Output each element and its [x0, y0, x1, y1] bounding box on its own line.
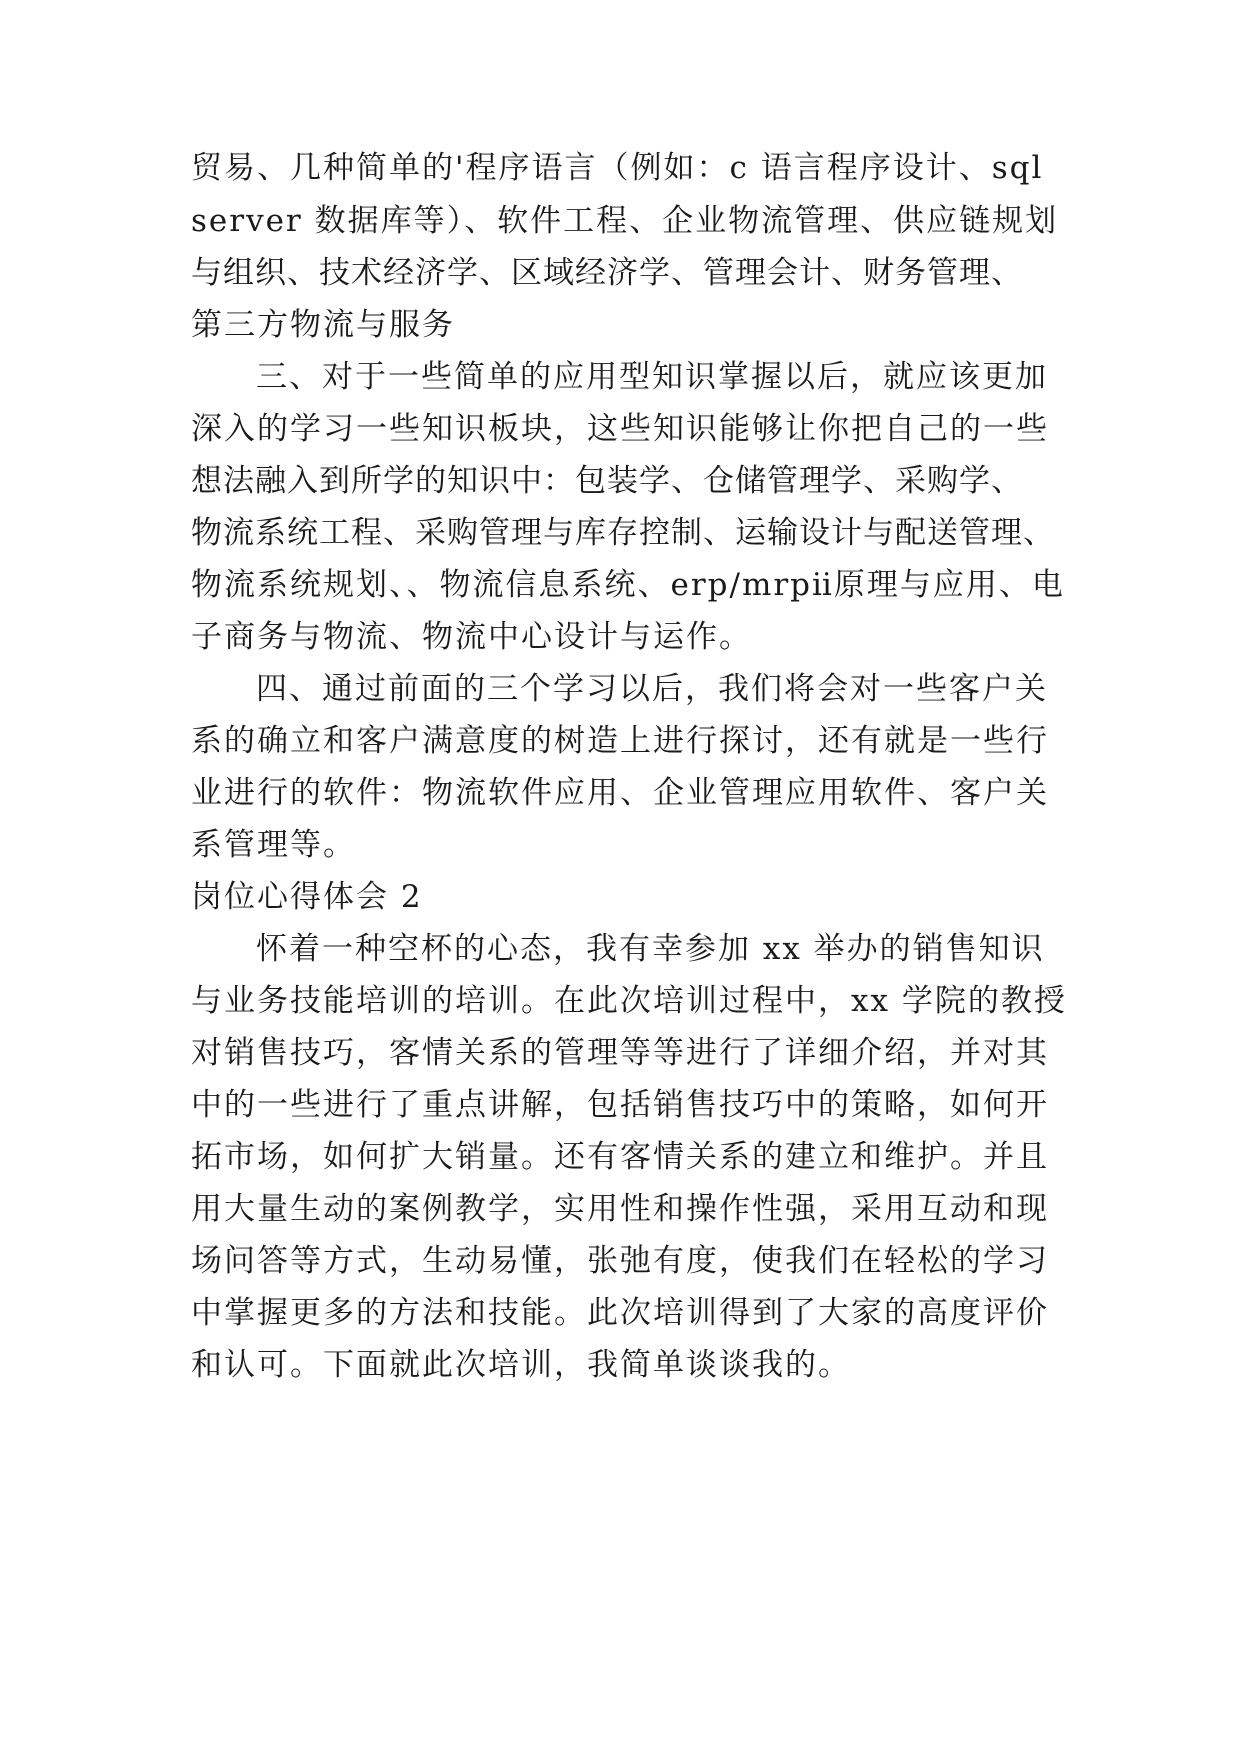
text-line: 第三方物流与服务 — [191, 307, 455, 343]
text-line: 中的一些进行了重点讲解，包括销售技巧中的策略，如何开 — [191, 1087, 1049, 1123]
text-line: 系的确立和客户满意度的树造上进行探讨，还有就是一些行 — [191, 723, 1049, 759]
text-line: 和认可。下面就此次培训，我简单谈谈我的。 — [191, 1347, 851, 1383]
text-line: 与业务技能培训的培训。在此次培训过程中，xx 学院的教授 — [191, 983, 1067, 1019]
text-line: 业进行的软件：物流软件应用、企业管理应用软件、客户关 — [191, 775, 1049, 811]
text-line: 贸易、几种简单的'程序语言（例如：c 语言程序设计、sql — [191, 150, 1044, 186]
paragraph-three-start: 三、对于一些简单的应用型知识掌握以后，就应该更加 — [256, 359, 1048, 395]
paragraph-four-start: 四、通过前面的三个学习以后，我们将会对一些客户关 — [256, 671, 1048, 707]
text-line: 物流系统工程、采购管理与库存控制、运输设计与配送管理、 — [191, 515, 1055, 551]
text-line: 与组织、技术经济学、区域经济学、管理会计、财务管理、 — [191, 255, 1023, 291]
text-line: 用大量生动的案例教学，实用性和操作性强，采用互动和现 — [191, 1191, 1049, 1227]
text-line: 物流系统规划、、物流信息系统、erp/mrpⅱ原理与应用、电 — [191, 567, 1065, 603]
text-line: server 数据库等）、软件工程、企业物流管理、供应链规划 — [191, 203, 1059, 239]
paragraph-start: 怀着一种空杯的心态，我有幸参加 xx 举办的销售知识 — [256, 931, 1045, 967]
text-line: 对销售技巧，客情关系的管理等等进行了详细介绍，并对其 — [191, 1035, 1049, 1071]
text-line: 子商务与物流、物流中心设计与运作。 — [191, 619, 752, 655]
text-line: 系管理等。 — [191, 827, 356, 863]
text-line: 拓市场，如何扩大销量。还有客情关系的建立和维护。并且 — [191, 1139, 1049, 1175]
text-line: 中掌握更多的方法和技能。此次培训得到了大家的高度评价 — [191, 1295, 1049, 1331]
section-heading: 岗位心得体会 2 — [191, 879, 423, 915]
text-line: 想法融入到所学的知识中：包装学、仓储管理学、采购学、 — [191, 463, 1023, 499]
text-line: 场问答等方式，生动易懂，张弛有度，使我们在轻松的学习 — [191, 1243, 1049, 1279]
text-line: 深入的学习一些知识板块，这些知识能够让你把自己的一些 — [191, 411, 1049, 447]
